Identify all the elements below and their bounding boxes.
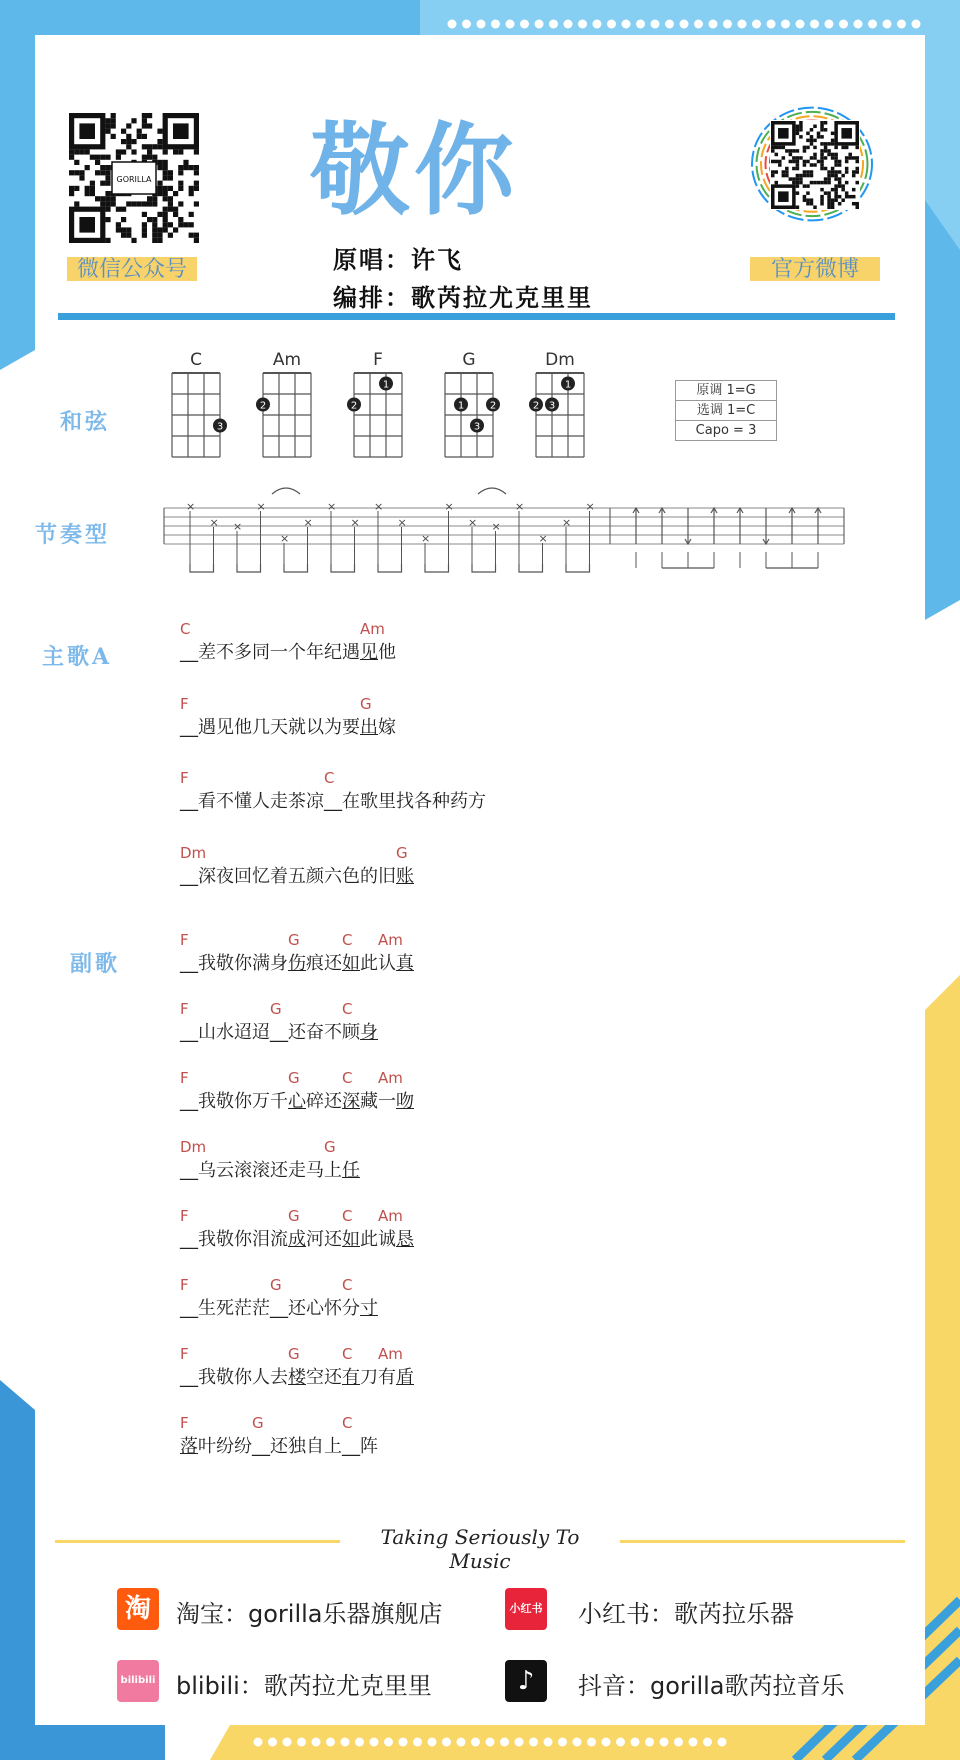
chord-label: C [342, 1069, 353, 1087]
chord-diagram-c [172, 350, 227, 457]
section-label-rhythm: 节奏型 [35, 522, 111, 548]
chord-label: Am [378, 1069, 403, 1087]
key-info-box [675, 380, 777, 441]
svg-text:×: × [397, 516, 407, 529]
chord-label: Am [378, 1207, 403, 1225]
section-label-chords: 和弦 [60, 409, 111, 435]
key-selected: 选调 1=C [676, 401, 776, 421]
chord-label: F [180, 1414, 189, 1432]
svg-text:×: × [491, 520, 501, 533]
lyric-line [180, 931, 414, 975]
chord-label: F [180, 1276, 189, 1294]
chord-label: G [270, 1000, 282, 1018]
svg-text:×: × [303, 516, 313, 529]
svg-text:×: × [515, 500, 525, 513]
chord-label: G [288, 1345, 300, 1363]
footer-slogan: Taking Seriously To Music [380, 1525, 580, 1573]
lyric-text: 落叶纷纷__还独自上__阵 [180, 1436, 378, 1457]
chord-row [180, 931, 414, 949]
douyin-icon[interactable]: ♪ [505, 1660, 547, 1702]
finger-number: 1 [564, 379, 572, 391]
chord-label: F [180, 931, 189, 949]
lyric-text: __看不懂人走茶凉__在歌里找各种药方 [180, 791, 486, 812]
chord-label: F [180, 1069, 189, 1087]
svg-text:×: × [585, 500, 595, 513]
chord-label: G [288, 1069, 300, 1087]
footer-rule-left [55, 1540, 340, 1543]
douyin-link[interactable]: 抖音：gorilla歌芮拉音乐 [578, 1672, 845, 1700]
chord-label: C [324, 769, 335, 787]
chord-label: F [180, 769, 189, 787]
chord-row [180, 1276, 378, 1294]
svg-text:×: × [562, 516, 572, 529]
lyric-line [180, 844, 414, 888]
chord-label: G [252, 1414, 264, 1432]
chord-name: Dm [545, 350, 575, 370]
lyric-line [180, 1207, 414, 1251]
svg-text:×: × [186, 500, 196, 513]
chord-label: Am [378, 1345, 403, 1363]
chord-label: C [342, 1276, 353, 1294]
finger-number: 3 [548, 400, 556, 412]
chord-row [180, 1138, 360, 1156]
bilibili-icon[interactable]: bilibili [117, 1660, 159, 1702]
lyric-text: __我敬你泪流成河还如此诚恳 [180, 1229, 414, 1250]
bilibili-link[interactable]: blibili：歌芮拉尤克里里 [176, 1672, 432, 1700]
key-capo: Capo = 3 [695, 423, 757, 438]
taobao-link[interactable]: 淘宝：gorilla乐器旗舰店 [176, 1600, 443, 1628]
credit-arranger: 编排：歌芮拉尤克里里 [333, 284, 593, 312]
finger-number: 1 [382, 379, 390, 391]
strum-marks [186, 488, 821, 572]
lyric-text: __我敬你满身伤痕还如此认真 [180, 953, 414, 974]
chord-row [180, 695, 396, 713]
lyric-line [180, 620, 396, 664]
svg-text:×: × [256, 500, 266, 513]
chord-label: F [180, 694, 189, 713]
chord-row [180, 1414, 378, 1432]
lyric-line [180, 769, 486, 813]
chord-label: G [360, 694, 372, 713]
chord-diagrams [160, 345, 620, 465]
chord-row [180, 620, 396, 638]
svg-text:×: × [209, 516, 219, 529]
lyric-text: __我敬你万千心碎还深藏一吻 [180, 1091, 414, 1112]
section-label-chorus: 副歌 [70, 951, 121, 977]
xiaohongshu-icon[interactable]: 小红书 [505, 1588, 547, 1630]
lyric-line [180, 1069, 414, 1113]
svg-text:×: × [350, 516, 360, 529]
finger-number: 3 [216, 421, 224, 433]
section-label-verse: 主歌A [42, 644, 113, 670]
svg-text:×: × [468, 516, 478, 529]
chord-name: G [462, 350, 476, 370]
lyric-text: __深夜回忆着五颜六色的旧账 [180, 865, 414, 887]
svg-text:×: × [327, 500, 337, 513]
lyric-line [180, 1138, 360, 1182]
rhythm-pattern-staff [160, 480, 850, 580]
footer-rule-right [620, 1540, 905, 1543]
chord-row [180, 1000, 378, 1018]
chord-row [180, 1069, 414, 1087]
chord-label: G [396, 843, 408, 862]
credit-singer: 原唱：许飞 [333, 246, 463, 274]
svg-text:×: × [538, 532, 548, 545]
chord-label: G [270, 1276, 282, 1294]
chord-row [180, 844, 414, 862]
chord-name: C [190, 350, 202, 370]
chord-name: F [373, 350, 383, 370]
lyric-line [180, 1414, 378, 1458]
finger-number: 2 [350, 400, 358, 412]
chord-label: G [288, 1207, 300, 1225]
header-divider [58, 313, 895, 320]
chord-row [180, 769, 486, 787]
chord-diagram-f [347, 350, 402, 457]
chord-label: F [180, 1000, 189, 1018]
lyric-text: __乌云滚滚还走马上任 [180, 1160, 360, 1181]
chord-label: C [342, 1207, 353, 1225]
finger-number: 2 [259, 400, 267, 412]
svg-text:×: × [280, 532, 290, 545]
weibo-qr-code[interactable] [750, 102, 880, 227]
chord-label: F [180, 1345, 189, 1363]
chord-row [180, 1345, 414, 1363]
weibo-qr-caption: 官方微博 [750, 257, 880, 281]
chord-label: C [180, 620, 191, 638]
finger-number: 2 [532, 400, 540, 412]
chord-row [180, 1207, 414, 1225]
lyric-line [180, 695, 396, 739]
chord-label: Am [378, 931, 403, 949]
chord-label: G [288, 931, 300, 949]
lyric-text: __山水迢迢__还奋不顾身 [180, 1022, 378, 1043]
finger-number: 2 [489, 400, 497, 412]
song-title: 敬你 [310, 111, 518, 229]
svg-text:GORILLA: GORILLA [116, 175, 152, 184]
xiaohongshu-link[interactable]: 小红书：歌芮拉乐器 [578, 1600, 794, 1628]
svg-text:×: × [444, 500, 454, 513]
chord-label: F [180, 1207, 189, 1225]
chord-diagram-am [256, 350, 311, 457]
chord-label: Dm [180, 1138, 207, 1156]
lyric-text: __差不多同一个年纪遇见他 [180, 642, 396, 663]
svg-text:×: × [233, 520, 243, 533]
chord-label: C [342, 1414, 353, 1432]
lyric-line [180, 1276, 378, 1320]
finger-number: 1 [457, 400, 465, 412]
chord-diagram-dm [529, 350, 584, 457]
taobao-icon[interactable]: 淘 [117, 1588, 159, 1630]
chord-label: G [324, 1138, 336, 1156]
wechat-qr-code[interactable] [68, 112, 200, 244]
lyric-line [180, 1000, 378, 1044]
lyric-text: __遇见他几天就以为要出嫁 [180, 716, 396, 738]
lyric-line [180, 1345, 414, 1389]
svg-text:×: × [421, 532, 431, 545]
chord-label: C [342, 931, 353, 949]
chord-diagram-g [445, 350, 500, 457]
svg-text:×: × [374, 500, 384, 513]
lyric-text: __生死茫茫__还心怀分寸 [180, 1298, 378, 1319]
key-original: 原调 1=G [676, 381, 776, 401]
chord-label: C [342, 1345, 353, 1363]
chord-label: Am [360, 620, 385, 638]
chord-label: C [342, 1000, 353, 1018]
chord-label: Dm [180, 843, 207, 862]
finger-number: 3 [473, 421, 481, 433]
lyric-text: __我敬你人去楼空还有刀有盾 [180, 1367, 414, 1388]
chord-name: Am [272, 350, 302, 370]
wechat-qr-caption: 微信公众号 [67, 257, 197, 281]
